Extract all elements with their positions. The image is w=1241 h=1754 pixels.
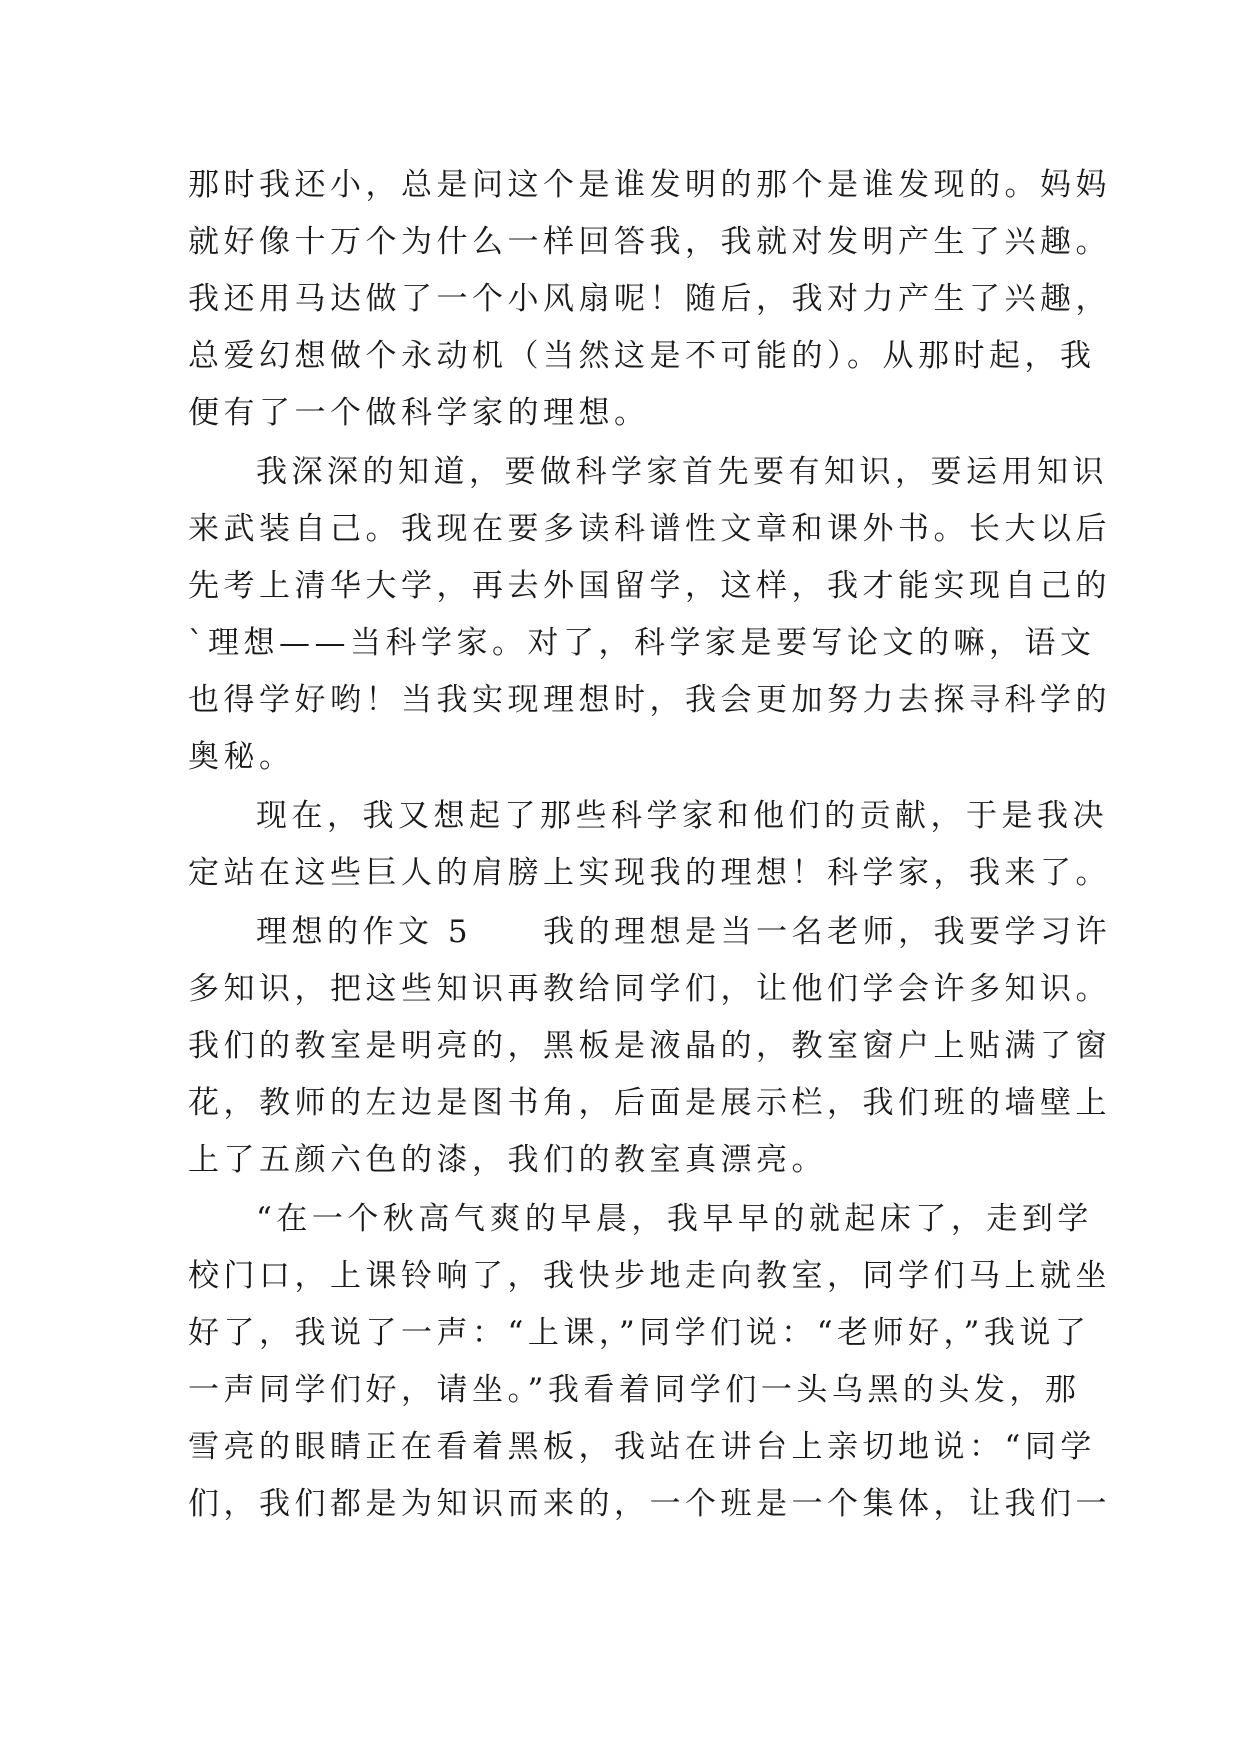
text-line: “在一个秋高气爽的早晨，我早早的就起床了，走到学 bbox=[256, 1201, 1093, 1237]
text-line: 多知识，把这些知识再教给同学们，让他们学会许多知识。 bbox=[188, 971, 1111, 1007]
text-line: 奥秘。 bbox=[188, 739, 295, 775]
text-line: 我深深的知道，要做科学家首先要有知识，要运用知识 bbox=[256, 454, 1108, 490]
text-line: 那时我还小，总是问这个是谁发明的那个是谁发现的。妈妈 bbox=[188, 167, 1111, 203]
text-line: 理想的作文 5 我的理想是当一名老师，我要学习许 bbox=[256, 914, 1112, 950]
text-line: 定站在这些巨人的肩膀上实现我的理想！科学家，我来了。 bbox=[188, 855, 1111, 891]
text-line: 来武装自己。我现在要多读科谱性文章和课外书。长大以后 bbox=[188, 511, 1111, 547]
text-line: 雪亮的眼睛正在看着黑板，我站在讲台上亲切地说：“同学 bbox=[188, 1429, 1096, 1465]
text-line: 好了，我说了一声：“上课，”同学们说：“老师好，”我说了 bbox=[188, 1315, 1091, 1351]
text-line: 总爱幻想做个永动机（当然这是不可能的）。从那时起，我 bbox=[188, 338, 1096, 374]
text-line: 也得学好哟！当我实现理想时，我会更加努力去探寻科学的 bbox=[188, 682, 1111, 718]
text-line: 现在，我又想起了那些科学家和他们的贡献，于是我决 bbox=[256, 798, 1108, 834]
text-line: 我们的教室是明亮的，黑板是液晶的，教室窗户上贴满了窗 bbox=[188, 1028, 1111, 1064]
text-line: 花，教师的左边是图书角，后面是展示栏，我们班的墙壁上 bbox=[188, 1085, 1111, 1121]
text-line: `理想——当科学家。对了，科学家是要写论文的嘛，语文 bbox=[188, 625, 1096, 661]
text-line: 校门口，上课铃响了，我快步地走向教室，同学们马上就坐 bbox=[188, 1258, 1111, 1294]
text-line: 先考上清华大学，再去外国留学，这样，我才能实现自己的 bbox=[188, 568, 1111, 604]
text-line: 上了五颜六色的漆，我们的教室真漂亮。 bbox=[188, 1142, 827, 1178]
text-line: 们，我们都是为知识而来的，一个班是一个集体，让我们一 bbox=[188, 1486, 1111, 1522]
text-line: 就好像十万个为什么一样回答我，我就对发明产生了兴趣。 bbox=[188, 224, 1111, 260]
text-line: 我还用马达做了一个小风扇呢！随后，我对力产生了兴趣， bbox=[188, 281, 1111, 317]
text-line: 便有了一个做科学家的理想。 bbox=[188, 395, 650, 431]
text-line: 一声同学们好，请坐。”我看着同学们一头乌黑的头发，那 bbox=[188, 1372, 1081, 1408]
